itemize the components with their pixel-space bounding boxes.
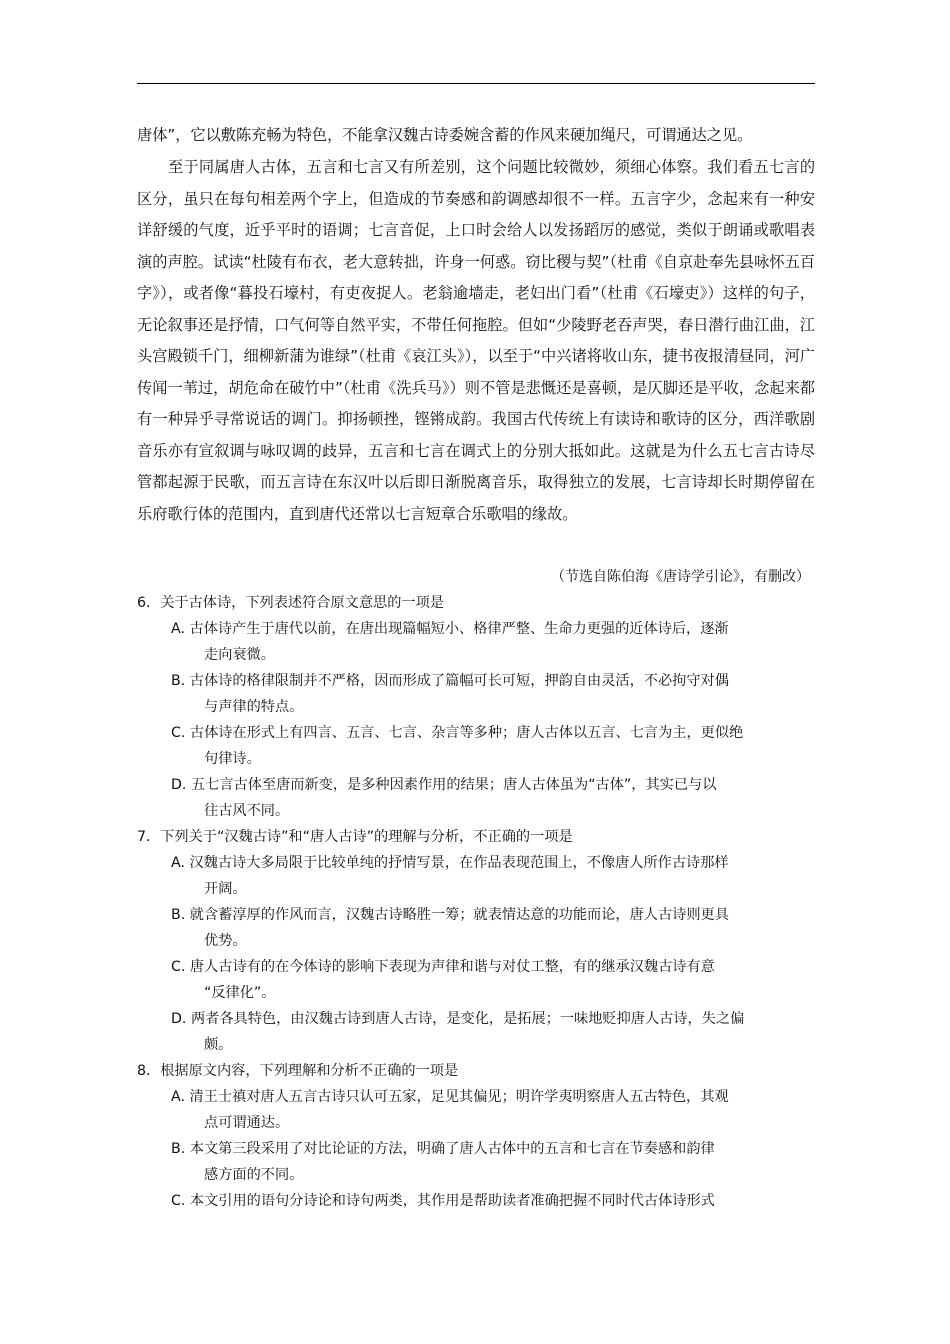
option-text-cont: 与声律的特点。 (204, 699, 304, 715)
question-7-option-d (171, 1006, 815, 1058)
header-rule (137, 83, 815, 84)
option-text-cont: 开阔。 (204, 881, 247, 897)
option-text: B. 古体诗的格律限制并不严格，因而形成了篇幅可长可短，押韵自由灵活，不必拘守对偶 (171, 673, 729, 689)
question-6-stem: 6．关于古体诗，下列表述符合原文意思的一项是 (137, 595, 444, 611)
question-8-stem: 8．根据原文内容，下列理解和分析不正确的一项是 (137, 1063, 459, 1079)
question-8-option-a (171, 1084, 815, 1136)
option-text: A. 汉魏古诗大多局限于比较单纯的抒情写景，在作品表现范围上，不像唐人所作古诗那样 (171, 855, 729, 871)
question-6-option-a (171, 616, 815, 668)
option-text-cont: 句律诗。 (204, 751, 261, 767)
option-text: D. 两者各具特色，由汉魏古诗到唐人古诗，是变化，是拓展；一味地贬抑唐人古诗，失之偏 (171, 1011, 745, 1027)
question-7-option-c (171, 954, 815, 1006)
option-text: C. 古体诗在形式上有四言、五言、七言、杂言等多种；唐人古体以五言、七言为主，更似绝 (171, 725, 744, 741)
option-text-cont: 颇。 (204, 1037, 233, 1053)
passage-paragraph: 至于同属唐人古体，五言和七言又有所差别，这个问题比较微妙，须细心体察。我们看五七言的区分，虽只在每句相差两个字上，但造成的节奏感和韵调感却很不一样。五言字少，念起来有一种安详舒缓的气度，近乎平时的语调；七言音促，上口时会给人以发扬蹈厉的感觉，类似于朗诵或歌唱表演的声腔。试读“杜陵有布衣，老大意转拙，许身一何惑。窃比稷与契”（杜甫《自京赴奉先县咏怀五百字》），或者像“暮投石壕村，有吏夜捉人。老翁逾墙走，老妇出门看”（杜甫《石壕吏》）这样的句子，无论叙事还是抒情，口气何等自然平实，不带任何拖腔。但如“少陵野老吞声哭，春日潜行曲江曲，江头宫殿锁千门，细柳新蒲为谁绿”（杜甫《哀江头》），以至于“中兴诸将收山东，捷书夜报清昼同，河广传闻一苇过，胡危命在破竹中”（杜甫《洗兵马》）则不管是悲慨还是喜顿，是仄脚还是平收，念起来都有一种异乎寻常说话的调门。抑扬顿挫，铿锵成韵。我国古代传统上有读诗和歌诗的区分，西洋歌剧音乐亦有宣叙调与咏叹调的歧异，五言和七言在调式上的分别大抵如此。这就是为什么五七言古诗尽管都起源于民歌，而五言诗在东汉叶以后即日渐脱离音乐，取得独立的发展，七言诗却长时期停留在乐府歌行体的范围内，直到唐代还常以七言短章合乐歌唱的缘故。 (137, 158, 815, 523)
option-text: D. 五七言古体至唐而新变，是多种因素作用的结果；唐人古体虽为“古体”，其实已与以 (171, 777, 717, 793)
option-text-cont: “反律化”。 (204, 985, 276, 1001)
option-text-cont: 优势。 (204, 933, 247, 949)
question-6-option-d (171, 772, 815, 824)
question-6-option-c (171, 720, 815, 772)
option-text-cont: 往古风不同。 (204, 803, 290, 819)
option-text: B. 本文第三段采用了对比论证的方法，明确了唐人古体中的五言和七言在节奏感和韵律 (171, 1141, 715, 1157)
passage-line: 唐体”，它以敷陈充畅为特色，不能拿汉魏古诗委婉含蓄的作风来硬加绳尺，可谓通达之见。 (137, 126, 753, 144)
option-text: B. 就含蓄淳厚的作风而言，汉魏古诗略胜一筹；就表情达意的功能而论，唐人古诗则更具 (171, 907, 729, 923)
option-text: A. 清王士禛对唐人五言古诗只认可五家，足见其偏见；明许学夷明察唐人五古特色，其观 (171, 1089, 729, 1105)
option-text-cont: 点可谓通达。 (204, 1115, 290, 1131)
question-7-stem: 7．下列关于“汉魏古诗”和“唐人古诗”的理解与分析，不正确的一项是 (137, 829, 573, 845)
question-8-option-c (171, 1188, 815, 1214)
question-7-option-a (171, 850, 815, 902)
option-text: A. 古体诗产生于唐代以前，在唐出现篇幅短小、格律严整、生命力更强的近体诗后，逐渐 (171, 621, 729, 637)
option-text: C. 本文引用的语句分诗论和诗句两类，其作用是帮助读者准确把握不同时代古体诗形式 (171, 1193, 715, 1209)
option-text: C. 唐人古诗有的在今体诗的影响下表现为声律和谐与对仗工整，有的继承汉魏古诗有意 (171, 959, 715, 975)
question-8-option-b (171, 1136, 815, 1188)
passage-source: （节选自陈伯海《唐诗学引论》，有删改） (551, 569, 810, 585)
option-text-cont: 走向衰微。 (204, 647, 275, 663)
question-6-option-b (171, 668, 815, 720)
option-text-cont: 感方面的不同。 (204, 1167, 304, 1183)
question-7-option-b (171, 902, 815, 954)
